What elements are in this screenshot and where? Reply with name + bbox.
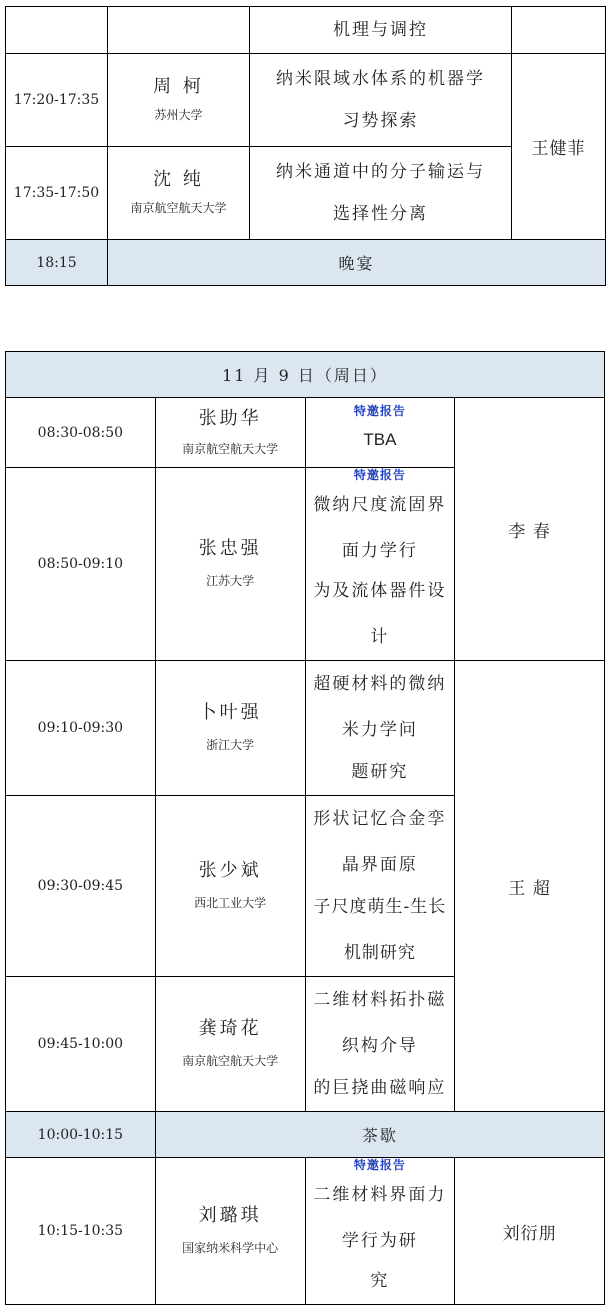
invited-talk-badge: 特邀报告	[353, 403, 406, 418]
speaker-affiliation: 南京航空航天大学	[130, 201, 227, 215]
speaker-affiliation: 南京航空航天大学	[182, 441, 279, 456]
speaker-affiliation: 浙江大学	[206, 738, 255, 752]
break-label: 茶歇	[155, 1112, 604, 1158]
table-row	[6, 398, 605, 468]
dinner-row	[6, 240, 606, 286]
session-chair: 王 超	[455, 661, 605, 1112]
dinner-time: 18:15	[6, 240, 108, 286]
time-cell: 08:50-09:10	[6, 468, 156, 661]
speaker-cell	[155, 661, 305, 796]
talk-title-continued: 机理与调控	[250, 7, 512, 54]
talk-title-cell: 特邀报告 TBA	[305, 398, 455, 468]
time-cell: 17:35-17:50	[6, 147, 108, 240]
break-row	[6, 1112, 605, 1158]
schedule-table-day2	[5, 351, 605, 1305]
speaker-cell	[155, 796, 305, 977]
table-row	[6, 54, 606, 147]
speaker-affiliation: 西北工业大学	[194, 896, 267, 910]
time-cell: 09:45-10:00	[6, 977, 156, 1112]
table-row	[6, 661, 605, 796]
empty-time-cell	[6, 7, 108, 54]
empty-speaker-cell	[108, 7, 250, 54]
speaker-name: 周 柯	[153, 76, 204, 97]
speaker-name: 张忠强	[198, 538, 262, 559]
session-chair: 李 春	[455, 398, 605, 661]
speaker-affiliation: 江苏大学	[206, 574, 255, 588]
dinner-label: 晚宴	[108, 240, 606, 286]
talk-title-cell: 纳米限域水体系的机器学 习势探索	[250, 54, 512, 147]
speaker-name: 龚琦花	[198, 1018, 262, 1039]
speaker-cell	[108, 54, 250, 147]
time-cell: 09:10-09:30	[6, 661, 156, 796]
speaker-name: 张助华	[198, 407, 262, 429]
talk-title-cell: 特邀报告 二维材料界面力学行为研 究	[305, 1158, 455, 1305]
session-chair: 王健菲	[512, 54, 606, 240]
empty-chair-cell	[512, 7, 606, 54]
session-chair: 刘衍朋	[455, 1158, 605, 1305]
speaker-cell	[155, 977, 305, 1112]
date-header: 11 月 9 日（周日）	[6, 352, 605, 398]
time-cell: 08:30-08:50	[6, 398, 156, 468]
talk-title-cell: 纳米通道中的分子输运与 选择性分离	[250, 147, 512, 240]
talk-title-cell: 超硬材料的微纳米力学问 题研究	[305, 661, 455, 796]
schedule-table-day1	[5, 6, 606, 286]
table-row	[6, 1158, 605, 1305]
speaker-cell	[155, 398, 305, 468]
speaker-affiliation: 国家纳米科学中心	[182, 1241, 279, 1255]
talk-title-cell: 二维材料拓扑磁织构介导 的巨挠曲磁响应	[305, 977, 455, 1112]
time-cell: 10:15-10:35	[6, 1158, 156, 1305]
invited-talk-badge: 特邀报告	[353, 1158, 406, 1172]
break-time: 10:00-10:15	[6, 1112, 156, 1158]
talk-title-cell: 形状记忆合金孪晶界面原 子尺度萌生-生长机制研究	[305, 796, 455, 977]
speaker-name: 刘璐琪	[198, 1205, 262, 1226]
speaker-cell	[155, 468, 305, 661]
speaker-affiliation: 南京航空航天大学	[182, 1054, 279, 1068]
time-cell: 09:30-09:45	[6, 796, 156, 977]
invited-talk-badge: 特邀报告	[353, 468, 406, 482]
speaker-cell	[155, 1158, 305, 1305]
time-cell: 17:20-17:35	[6, 54, 108, 147]
speaker-name: 卜叶强	[198, 702, 262, 723]
speaker-name: 沈 纯	[153, 169, 204, 190]
speaker-affiliation: 苏州大学	[154, 108, 203, 122]
talk-title-cell: 特邀报告 微纳尺度流固界面力学行 为及流体器件设计	[305, 468, 455, 661]
speaker-name: 张少斌	[198, 860, 262, 881]
speaker-cell	[108, 147, 250, 240]
